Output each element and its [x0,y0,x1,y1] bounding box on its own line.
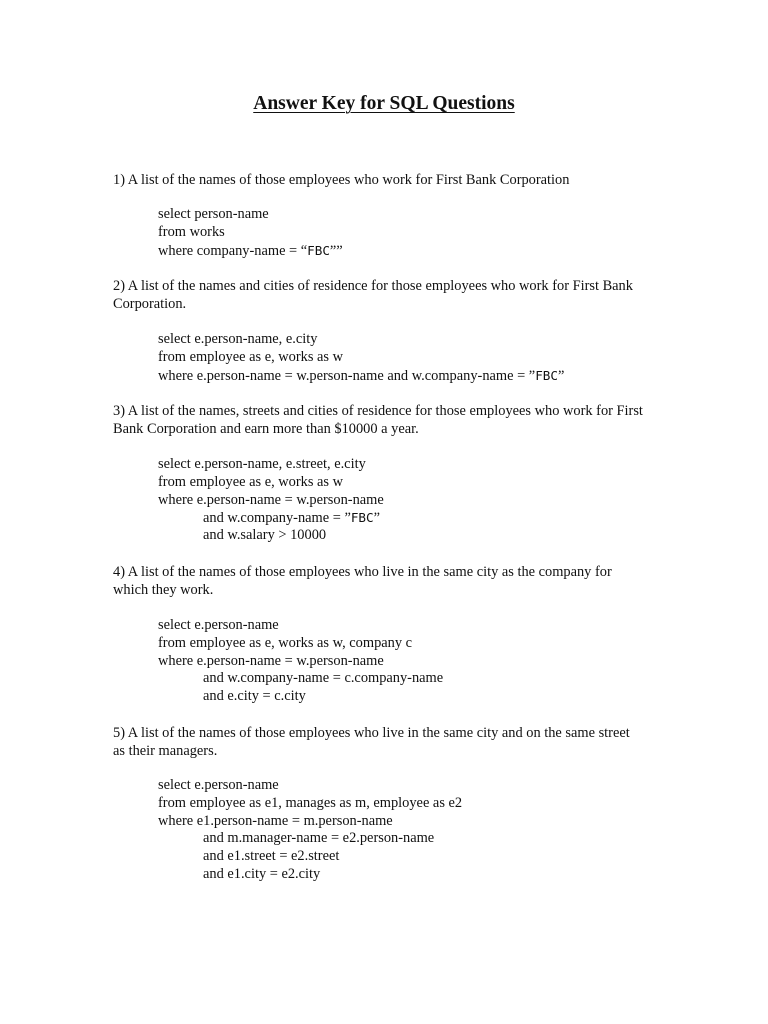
query-line: and e1.street = e2.street [203,848,340,865]
page-title [0,92,768,116]
query-line: and e1.city = e2.city [203,865,321,882]
query-line: where e.person-name = w.person-name and w.company-name = ”FBC” [158,367,565,384]
question-4-text: 4) A list of the names of those employees who live in the same city as the company for which they work. [113,564,612,598]
query-line: select e.person-name, e.street, e.city [158,456,366,472]
query-1 [158,206,678,259]
query-line: from employee as e1, manages as m, employee as e2 [158,794,463,811]
query-line: from works [158,223,225,240]
query-5 [158,777,678,884]
query-line: from employee as e, works as w [158,473,344,490]
query-line: where company-name = “FBC”” [158,242,343,259]
query-line: where e1.person-name = m.person-name [158,812,393,829]
question-5-text: 5) A list of the names of those employees who live in the same city and on the same street as their managers. [113,725,630,759]
query-3 [158,456,678,545]
query-line: and m.manager-name = e2.person-name [203,830,435,847]
query-line: from employee as e, works as w [158,348,344,365]
question-3-text: 3) A list of the names, streets and cities of residence for those employees who work for First Bank Corporation and earn more than $10000 a year. [113,403,643,437]
page-title-text: Answer Key for SQL Questions [253,93,515,114]
query-line: select person-name [158,206,269,222]
question-1-text: 1) A list of the names of those employees who work for First Bank Corporation [113,172,570,188]
query-line: and w.company-name = ”FBC” [203,510,380,527]
query-line: and w.company-name = c.company-name [203,670,444,687]
query-2 [158,331,678,384]
query-line: where e.person-name = w.person-name [158,652,384,669]
query-line: and e.city = c.city [203,688,306,705]
query-line: select e.person-name [158,617,279,633]
question-2-text: 2) A list of the names and cities of residence for those employees who work for First Bank Corporation. [113,278,633,312]
query-4 [158,617,678,706]
query-line: where e.person-name = w.person-name [158,491,384,508]
query-line: select e.person-name [158,777,279,793]
query-line: and w.salary > 10000 [203,527,327,544]
query-line: from employee as e, works as w, company c [158,634,413,651]
query-line: select e.person-name, e.city [158,331,318,347]
